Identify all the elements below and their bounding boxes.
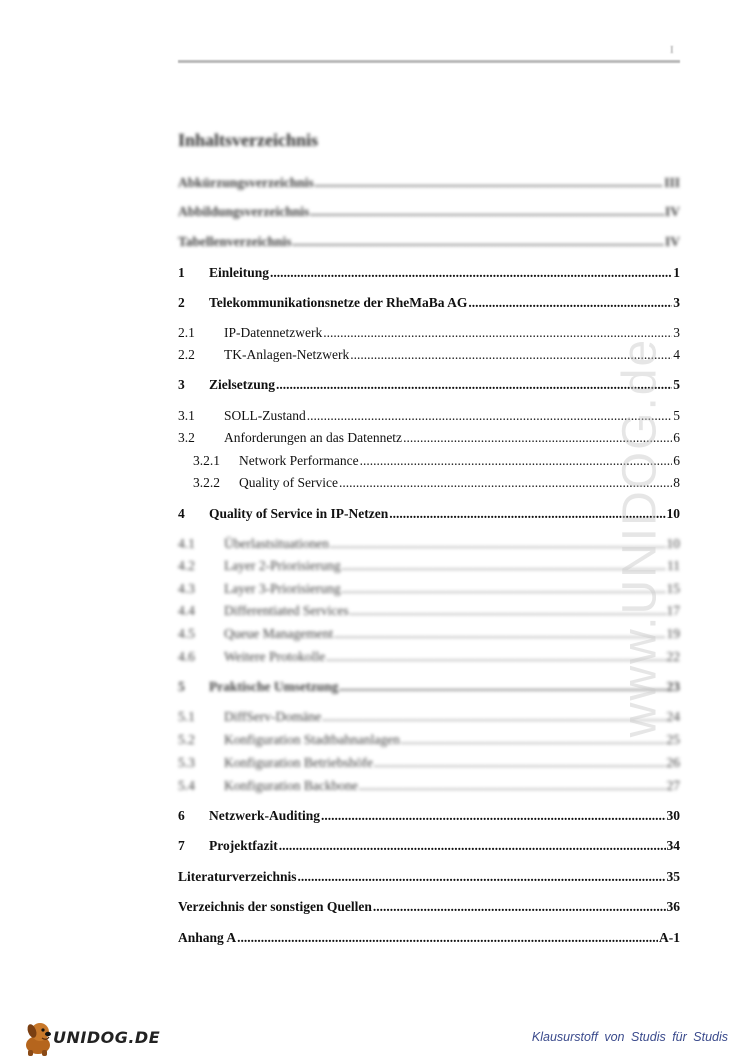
toc-entry-title: Quality of Service <box>239 475 338 490</box>
toc-entry[interactable] <box>178 535 680 553</box>
toc-entry-number: 3.2.2 <box>193 475 220 490</box>
toc-entry-title: Queue Management <box>224 626 334 641</box>
toc-entry[interactable] <box>178 376 680 394</box>
page-number: I <box>670 44 674 56</box>
toc-entry-page: A-1 <box>659 930 680 945</box>
toc-entry-title: Tabellenverzeichnis <box>178 234 292 249</box>
toc-entry-number: 4.5 <box>178 626 195 641</box>
toc-leader-dots <box>237 929 658 947</box>
toc-entry[interactable] <box>178 174 680 192</box>
toc-entry[interactable] <box>178 648 680 666</box>
toc-entry-number: 6 <box>178 808 185 823</box>
toc-entry-title: Abkürzungsverzeichnis <box>178 175 314 190</box>
toc-entry-page: III <box>664 175 680 190</box>
toc-entry-page: 11 <box>667 558 680 573</box>
toc-entry-page: 34 <box>666 838 680 853</box>
toc-entry-title: Differentiated Services <box>224 603 349 618</box>
toc-entry[interactable] <box>178 807 680 825</box>
toc-entry-page: 36 <box>666 899 680 914</box>
toc-entry[interactable] <box>178 898 680 916</box>
unidog-logo <box>20 1018 160 1058</box>
toc-entry-title: Anforderungen an das Datennetz <box>224 430 403 445</box>
toc-leader-dots <box>293 233 664 251</box>
toc-entry[interactable] <box>178 625 680 643</box>
toc-entry-title: Einleitung <box>209 265 270 280</box>
toc-entry-title: Telekommunikationsnetze der RheMaBa AG <box>209 295 468 310</box>
toc-entry-number: 1 <box>178 265 185 280</box>
toc-entry-number: 2.1 <box>178 325 195 340</box>
toc-entry[interactable] <box>178 708 680 726</box>
toc-entry-title: Netzwerk-Auditing <box>209 808 320 823</box>
toc-entry[interactable] <box>178 837 680 855</box>
toc-entry-title: Anhang A <box>178 930 237 945</box>
toc-entry-number: 3.1 <box>178 408 195 423</box>
toc-leader-dots <box>321 807 666 825</box>
toc-entry[interactable] <box>178 678 680 696</box>
toc-entry-number: 5.3 <box>178 755 195 770</box>
toc-entry-title: Verzeichnis der sonstigen Quellen <box>178 899 372 914</box>
toc-entry-page: 8 <box>673 475 680 490</box>
toc-entry-number: 4.1 <box>178 536 195 551</box>
toc-entry-page: 1 <box>673 265 680 280</box>
toc-entry-number: 3 <box>178 377 185 392</box>
toc-entry-page: 17 <box>666 603 680 618</box>
toc-entry-number: 5 <box>178 679 185 694</box>
toc-entry-page: 35 <box>666 869 680 884</box>
toc-entry-page: 24 <box>666 709 680 724</box>
toc-entry-title: TK-Anlagen-Netzwerk <box>224 347 350 362</box>
toc-entry[interactable] <box>178 777 680 795</box>
toc-entry-page: 3 <box>673 295 680 310</box>
toc-entry-number: 4.2 <box>178 558 195 573</box>
toc-entry-page: 5 <box>673 377 680 392</box>
toc-entry-title: Überlastsituationen <box>224 536 329 551</box>
toc-entry-page: 26 <box>666 755 680 770</box>
toc-entry-number: 2.2 <box>178 347 195 362</box>
toc-entry[interactable] <box>178 754 680 772</box>
toc-entry-page: 25 <box>666 732 680 747</box>
toc-entry-title: Layer 3-Priorisierung <box>224 581 341 596</box>
toc-entry-title: Network Performance <box>239 453 359 468</box>
toc-entry[interactable] <box>178 203 680 221</box>
toc-entry-page: 22 <box>666 649 680 664</box>
toc-entry-page: 19 <box>666 626 680 641</box>
toc-entry-title: Zielsetzung <box>209 377 275 392</box>
toc-leader-dots <box>315 174 663 192</box>
toc-entry-number: 5.4 <box>178 778 195 793</box>
toc-entry[interactable] <box>178 602 680 620</box>
toc-entry[interactable] <box>178 474 680 492</box>
toc-entry[interactable] <box>178 505 680 523</box>
footer-tagline: Klausurstoff von Studis für Studis <box>531 1030 728 1044</box>
toc-entry[interactable] <box>178 580 680 598</box>
toc-entry-title: Abbildungsverzeichnis <box>178 204 310 219</box>
toc-entry[interactable] <box>178 264 680 282</box>
header-rule <box>178 60 680 63</box>
toc-entry[interactable] <box>178 233 680 251</box>
toc-entry[interactable] <box>178 452 680 470</box>
toc-entry-number: 7 <box>178 838 185 853</box>
toc-entry-page: 10 <box>666 506 680 521</box>
toc-entry-number: 4.4 <box>178 603 195 618</box>
toc-entry-title: Projektfazit <box>209 838 278 853</box>
toc-entry-number: 2 <box>178 295 185 310</box>
toc-entry-number: 5.2 <box>178 732 195 747</box>
toc-entry[interactable] <box>178 294 680 312</box>
toc-entry-page: 5 <box>673 408 680 423</box>
logo-text: UNIDOG.DE <box>53 1028 161 1047</box>
toc-entry-page: IV <box>664 234 680 249</box>
toc-entry-title: Literaturverzeichnis <box>178 869 297 884</box>
toc-entry[interactable] <box>178 324 680 342</box>
toc-entry-title: Quality of Service in IP-Netzen <box>209 506 389 521</box>
toc-entry[interactable] <box>178 429 680 447</box>
toc-entry-title: SOLL-Zustand <box>224 408 306 423</box>
toc-entry-page: 3 <box>673 325 680 340</box>
toc-leader-dots <box>297 868 665 886</box>
toc-entry-title: Konfiguration Backbone <box>224 778 358 793</box>
toc-entry-number: 3.2.1 <box>193 453 220 468</box>
toc-entry-title: Praktische Umsetzung <box>209 679 339 694</box>
toc-entry[interactable] <box>178 868 680 886</box>
toc-entry-page: 27 <box>666 778 680 793</box>
toc-entry-title: IP-Datennetzwerk <box>224 325 323 340</box>
toc-entry-number: 4 <box>178 506 185 521</box>
toc-entry-page: IV <box>664 204 680 219</box>
toc-entry-page: 15 <box>666 581 680 596</box>
toc-entry[interactable] <box>178 929 680 947</box>
toc-entry-title: Weitere Protokolle <box>224 649 326 664</box>
toc-leader-dots <box>373 898 666 916</box>
toc-heading: Inhaltsverzeichnis <box>178 130 319 150</box>
toc-entry-number: 3.2 <box>178 430 195 445</box>
toc-entry-page: 23 <box>666 679 680 694</box>
watermark: www.UNIDOG.de <box>613 337 667 738</box>
toc-entry-number: 5.1 <box>178 709 195 724</box>
toc-entry[interactable] <box>178 407 680 425</box>
toc-entry-page: 4 <box>673 347 680 362</box>
toc-entry-page: 10 <box>666 536 680 551</box>
toc-entry-page: 6 <box>673 430 680 445</box>
toc-entry-number: 4.3 <box>178 581 195 596</box>
toc-entry-title: Layer 2-Priorisierung <box>224 558 341 573</box>
toc-entry-page: 6 <box>673 453 680 468</box>
toc-entry-title: Konfiguration Stadtbahnanlagen <box>224 732 400 747</box>
toc-entry[interactable] <box>178 731 680 749</box>
toc-entry[interactable] <box>178 346 680 364</box>
toc-entry-number: 4.6 <box>178 649 195 664</box>
toc-entry[interactable] <box>178 557 680 575</box>
toc-entry-title: DiffServ-Domäne <box>224 709 322 724</box>
toc-leader-dots <box>279 837 666 855</box>
toc-entry-page: 30 <box>666 808 680 823</box>
toc-leader-dots <box>310 203 664 221</box>
toc-entry-title: Konfiguration Betriebshöfe <box>224 755 373 770</box>
